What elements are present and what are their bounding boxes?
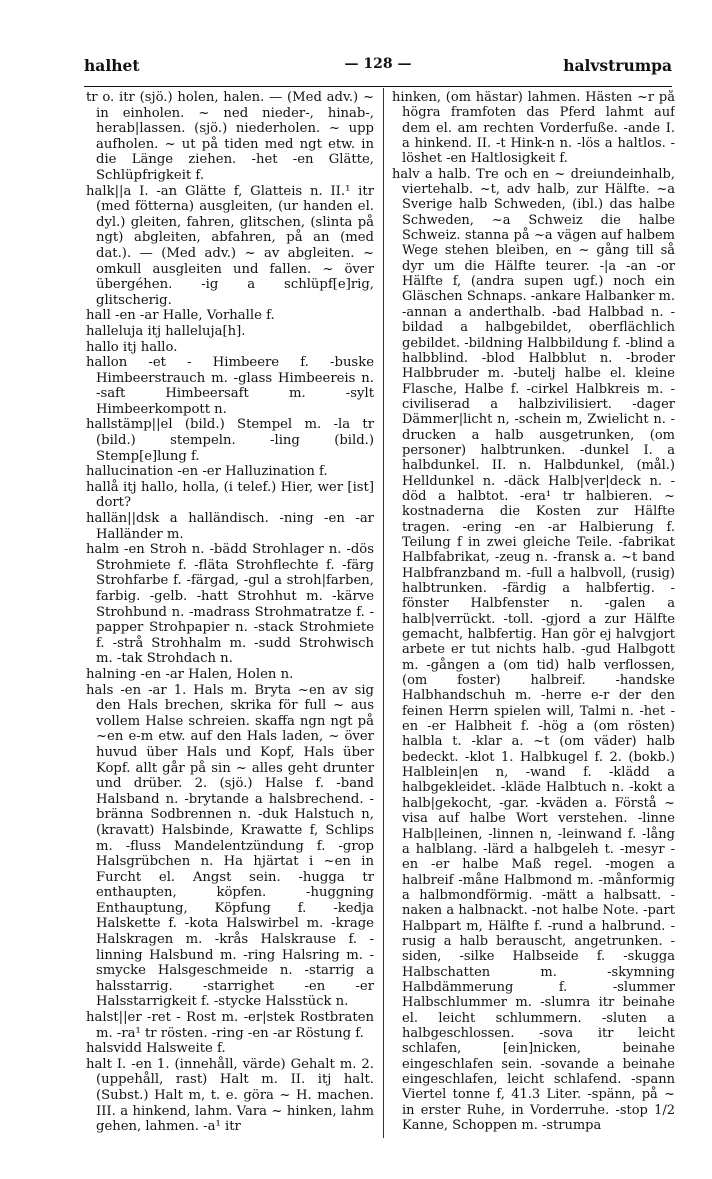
header-left-guideword: halhet — [84, 56, 140, 75]
dictionary-entry: hallå itj hallo, holla, (i telef.) Hier, wer [ist] dort? — [86, 479, 374, 511]
right-column — [392, 90, 675, 1140]
dictionary-entry: halst||er -ret - Rost m. -er|stek Rostbraten m. -ra¹ tr rösten. -ring -en -ar Röstung f. — [86, 1010, 374, 1041]
left-column — [86, 90, 374, 1140]
dictionary-entry: halm -en Stroh n. -bädd Strohlager n. -dös Strohmiete f. -fläta Strohflechte f. -färg Strohfarbe f. -färgad, -gul a stroh|farben, farbig. -gelb. -hatt Strohhut m. -kärve Strohbund n. -madrass Strohmatratze f. -papper Strohpapier n. -stack Strohmiete f. -strå Strohhalm m. -sudd Strohwisch m. -tak Strohdach n. — [86, 542, 374, 667]
dictionary-entry: hals -en -ar 1. Hals m. Bryta ~en av sig den Hals brechen, skrika för full ~ aus vollem Halse schreien. skaffa ngn ngt på ~en e-m etw. auf den Hals laden, ~ över huvud über Hals und Kopf, Hals über Kopf. allt går på sin ~ alles geht drunter und drüber. 2. (sjö.) Halse f. -band Halsband n. -brytande a halsbrechend. -bränna Sodbrennen n. -duk Halstuch n, (kravatt) Halsbinde, Krawatte f, Schlips m. -fluss Mandelentzündung f. -grop Halsgrübchen n. Ha hjärtat i ~en in Furcht el. Angst sein. -hugga tr enthaupten, köpfen. -huggning Enthauptung, Köpfung f. -kedja Halskette f. -kota Halswirbel m. -krage Halskragen m. -krås Halskrause f. -linning Halsbund m. -ring Halsring m. -smycke Halsgeschmeide n. -starrig a halsstarrig. -starrighet -en -er Halsstarrigkeit f. -stycke Halsstück n. — [86, 682, 374, 1010]
dictionary-entry: halk||a I. -an Glätte f, Glatteis n. II.¹ itr (med fötterna) ausgleiten, (ur handen el. dyl.) gleiten, fahren, glitschen, (slinta på ngt) abgleiten, abfahren, på an (med dat.). — (Med adv.) ~ av abgleiten. ~ omkull ausgleiten und fallen. ~ över übergéhen. -ig a schlüpf[e]rig, glitscherig. — [86, 183, 374, 308]
dictionary-entry: halt I. -en 1. (innehåll, värde) Gehalt m. 2. (uppehåll, rast) Halt m. II. itj halt. (Subst.) Halt m, t. e. göra ~ H. machen. III. a hinkend, lahm. Vara ~ hinken, lahm gehen, lahmen. -a¹ itr — [86, 1056, 374, 1135]
dictionary-entry: tr o. itr (sjö.) holen, halen. — (Med adv.) ~ in einholen. ~ ned nieder-, hinab-, herab|lassen. (sjö.) niederholen. ~ upp aufholen. ~ ut på tiden med ngt etw. in die Länge ziehen. -het -en Glätte, Schlüpfrigkeit f. — [86, 90, 374, 183]
header-right-guideword: halvstrumpa — [563, 56, 672, 75]
dictionary-entry: hallstämp||el (bild.) Stempel m. -la tr (bild.) stempeln. -ling (bild.) Stemp[e]lung f. — [86, 417, 374, 464]
column-divider — [383, 88, 384, 1138]
dictionary-entry: halning -en -ar Halen, Holen n. — [86, 666, 294, 682]
page-header — [84, 56, 672, 82]
dictionary-entry: hinken, (om hästar) lahmen. Hästen ~r på högra framfoten das Pferd lahmt auf dem el. am rechten Vorderfuße. -ande I. a hinkend. II. -t Hink-n n. -lös a haltlos. -löshet -en Haltlosigkeit f. — [392, 90, 675, 167]
dictionary-entry: hallo itj hallo. — [86, 339, 178, 355]
dictionary-entry: halsvidd Halsweite f. — [86, 1041, 226, 1057]
dictionary-entry: hallän||dsk a halländisch. -ning -en -ar Halländer m. — [86, 511, 374, 542]
dictionary-entry: hall -en -ar Halle, Vorhalle f. — [86, 308, 275, 324]
dictionary-entry: hallucination -en -er Halluzination f. — [86, 464, 328, 480]
page-number: — 128 — — [344, 56, 412, 72]
dictionary-entry: halv a halb. Tre och en ~ dreiundeinhalb, viertehalb. ~t, adv halb, zur Hälfte. ~a Sverige halb Schweden, (ibl.) das halbe Schweden, ~a Schweiz die halbe Schweiz. stanna på ~a vägen auf halbem Wege stehen bleiben, en ~ gång till så dyr um die Hälfte teurer. -|a -an -or Hälfte f, (andra supen ugf.) noch ein Gläschen Schnaps. -ankare Halbanker m. -annan a anderthalb. -bad Halbbad n. -bildad a halbgebildet, oberflächlich gebildet. -bildning Halbbildung f. -blind a halbblind. -blod Halbblut n. -broder Halbbruder m. -butelj halbe el. kleine Flasche, Halbe f. -cirkel Halbkreis m. -civiliserad a halbzivilisiert. -dager Dämmer|licht n, -schein m, Zwielicht n. -drucken a halb ausgetrunken, (om personer) halbtrunken. -dunkel I. a halbdunkel. II. n. Halbdunkel, (mål.) Helldunkel n. -däck Halb|ver|deck n. -död a halbtot. -era¹ tr halbieren. ~ kostnaderna die Kosten zur Hälfte tragen. -ering -en -ar Halbierung f. Teilung f in zwei gleiche Teile. -fabrikat Halbfabrikat, -zeug n. -fransk a. ~t band Halbfranzband m. -full a halbvoll, (rusig) halbtrunken. -färdig a halbfertig. -fönster Halbfenster n. -galen a halb|verrückt. -toll. -gjord a zur Hälfte gemacht, halbfertig. Han gör ej halvgjort arbete er tut nichts halb. -gud Halbgott m. -gången a (om tid) halb verflossen, (om foster) halbreif. -handske Halbhandschuh m. -herre e-r der den feinen Herrn spielen will, Talmi n. -het -en -er Halbheit f. -hög a (om rösten) halbla t. -klar a. ~t (om väder) halb bedeckt. -klot 1. Halbkugel f. 2. (bokb.) Halblein|en n, -wand f. -klädd a halbgekleidet. -kläde Halbtuch n. -kokt a halb|gekocht, -gar. -kväden a. Förstå ~ visa auf halbe Wort verstehen. -linne Halb|leinen, -linnen n, -leinwand f. -lång a halblang. -lärd a halbgeleh t. -mesyr -en -er halbe Maß regel. -mogen a halbreif -måne Halbmond m. -månformig a halbmondförmig. -mätt a halbsatt. -naken a halbnackt. -not halbe Note. -part Halbpart m, Hälfte f. -rund a halbrund. -rusig a halb berauscht, angetrunken. -siden, -silke Halbseide f. -skugga Halbschatten m. -skymning Halbdämmerung f. -slummer Halbschlummer m. -slumra itr beinahe el. leicht schlummern. -sluten a halbgeschlossen. -sova itr leicht schlafen, [ein]nicken, beinahe eingeschlafen sein. -sovande a beinahe eingeschlafen, leicht schlafend. -spann Viertel tonne f, 41.3 Liter. -spänn, på ~ in erster Ruhe, in Vorderruhe. -stop 1/2 Kanne, Schoppen m. -strumpa — [392, 166, 675, 1134]
header-rule — [84, 86, 672, 87]
dictionary-entry: halleluja itj halleluja[h]. — [86, 323, 246, 339]
dictionary-entry: hallon -et - Himbeere f. -buske Himbeerstrauch m. -glass Himbeereis n. -saft Himbeersaft m. -sylt Himbeerkompott n. — [86, 355, 374, 417]
